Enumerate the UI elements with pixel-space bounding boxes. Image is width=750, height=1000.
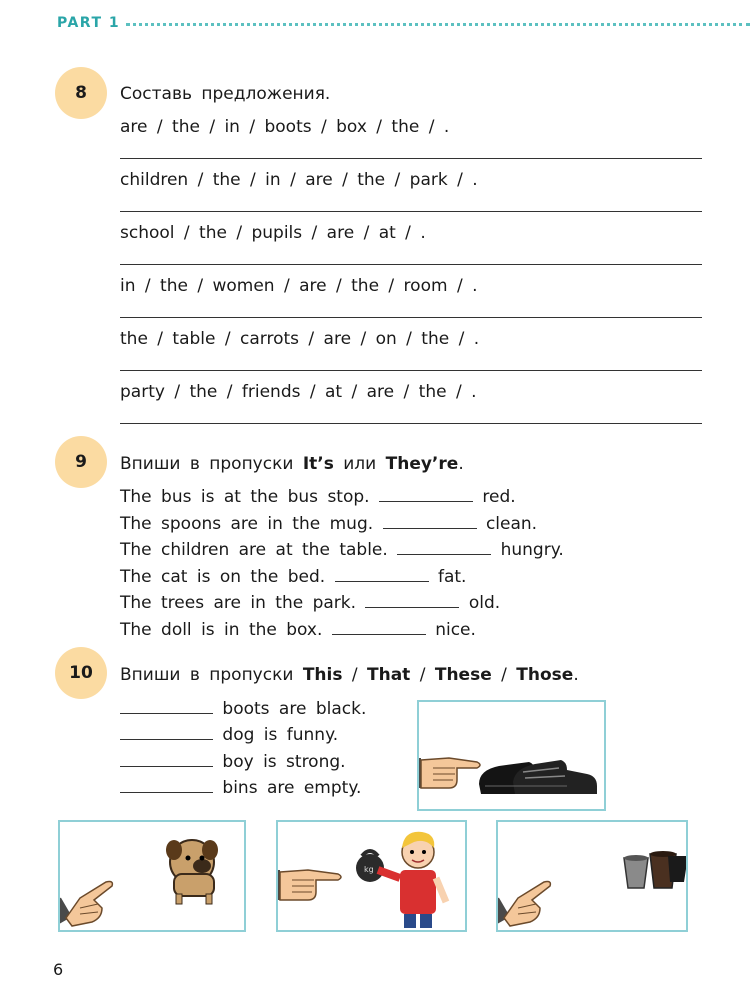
ex10-option-that: That <box>367 665 411 685</box>
ex9-sentence-after: fat. <box>437 567 467 587</box>
picture-frame-boots <box>417 700 606 811</box>
exercise-9-instruction <box>120 454 464 474</box>
ex9-sentence <box>120 567 466 587</box>
ex9-sentence <box>120 620 476 640</box>
ex9-sentence <box>120 487 516 507</box>
ex9-option-theyre: They’re <box>385 454 459 474</box>
ex8-answer-line[interactable] <box>120 211 702 212</box>
boy-icon <box>378 832 446 928</box>
ex9-sentence-before: The children are at the table. <box>120 540 388 560</box>
ex10-separator: / <box>419 665 426 685</box>
ex9-sentence-after: nice. <box>435 620 476 640</box>
ex9-blank[interactable] <box>383 514 477 529</box>
exercise-9-badge: 9 <box>55 436 107 488</box>
ex9-period: . <box>458 454 464 474</box>
ex9-option-its: It’s <box>302 454 334 474</box>
ex10-period: . <box>573 665 579 685</box>
ex10-instruction-pre: Впиши в пропуски <box>120 665 294 685</box>
bins-illustration <box>498 822 686 930</box>
part-label: PART 1 <box>57 15 121 31</box>
ex9-sentence-after: old. <box>468 593 501 613</box>
ex10-sentence-text: bins are empty. <box>222 778 362 798</box>
ex10-option-these: These <box>434 665 492 685</box>
ex9-blank[interactable] <box>365 593 459 608</box>
ex8-answer-line[interactable] <box>120 158 702 159</box>
ex10-separator: / <box>501 665 507 685</box>
ex9-instruction-pre: Впиши в пропуски <box>120 454 294 474</box>
ex10-sentence <box>120 752 346 772</box>
ex9-sentence <box>120 540 564 560</box>
ex10-separator: / <box>351 665 358 685</box>
ex10-option-those: Those <box>516 665 574 685</box>
ex8-answer-line[interactable] <box>120 423 702 424</box>
ex8-item: the / table / carrots / are / on / the / . <box>120 329 480 349</box>
ex9-blank[interactable] <box>332 620 426 635</box>
ex10-option-this: This <box>302 665 343 685</box>
ex10-blank[interactable] <box>120 778 213 793</box>
bins-icon <box>624 851 686 888</box>
boots-illustration <box>419 702 604 809</box>
ex10-sentence <box>120 699 366 719</box>
picture-frame-boy <box>276 820 467 932</box>
ex8-item: are / the / in / boots / box / the / . <box>120 117 450 137</box>
ex10-sentence <box>120 725 338 745</box>
ex10-blank[interactable] <box>120 725 213 740</box>
ex9-sentence-after: red. <box>482 487 516 507</box>
dog-icon <box>166 840 218 904</box>
svg-text:kg: kg <box>364 865 374 874</box>
ex10-sentence-text: boots are black. <box>222 699 367 719</box>
picture-frame-bins <box>496 820 688 932</box>
exercise-8-badge: 8 <box>55 67 107 119</box>
black-boots-icon <box>479 760 597 794</box>
ex9-sentence-before: The doll is in the box. <box>120 620 323 640</box>
ex8-item: children / the / in / are / the / park / . <box>120 170 478 190</box>
ex9-sentence <box>120 514 537 534</box>
ex9-sentence-after: hungry. <box>500 540 564 560</box>
ex8-answer-line[interactable] <box>120 370 702 371</box>
page-number: 6 <box>53 960 64 979</box>
exercise-10-instruction <box>120 665 579 685</box>
ex10-sentence-text: boy is strong. <box>222 752 346 772</box>
ex10-sentence-text: dog is funny. <box>222 725 339 745</box>
ex8-item: school / the / pupils / are / at / . <box>120 223 426 243</box>
ex9-blank[interactable] <box>397 540 491 555</box>
ex9-sentence-after: clean. <box>485 514 538 534</box>
pointing-hand-icon <box>498 882 550 927</box>
exercise-8-instruction: Составь предложения. <box>120 84 331 104</box>
ex8-answer-line[interactable] <box>120 264 702 265</box>
pointing-hand-icon <box>278 870 341 900</box>
ex8-answer-line[interactable] <box>120 317 702 318</box>
exercise-10-badge: 10 <box>55 647 107 699</box>
picture-frame-dog <box>58 820 246 932</box>
ex9-sentence-before: The trees are in the park. <box>120 593 357 613</box>
ex9-blank[interactable] <box>379 487 473 502</box>
ex8-item: party / the / friends / at / are / the / . <box>120 382 477 402</box>
ex8-item: in / the / women / are / the / room / . <box>120 276 478 296</box>
ex9-sentence-before: The cat is on the bed. <box>120 567 326 587</box>
boy-illustration <box>278 822 465 930</box>
pointing-hand-icon <box>60 882 112 927</box>
ex10-blank[interactable] <box>120 752 213 767</box>
pointing-hand-icon <box>419 758 480 788</box>
ex10-blank[interactable] <box>120 699 213 714</box>
ex9-sentence-before: The bus is at the bus stop. <box>120 487 370 507</box>
ex10-sentence <box>120 778 361 798</box>
header-dotted-rule <box>126 23 750 26</box>
ex9-connector: или <box>343 454 377 474</box>
ex9-sentence <box>120 593 500 613</box>
dog-illustration <box>60 822 244 930</box>
ex9-sentence-before: The spoons are in the mug. <box>120 514 374 534</box>
ex9-blank[interactable] <box>335 567 429 582</box>
